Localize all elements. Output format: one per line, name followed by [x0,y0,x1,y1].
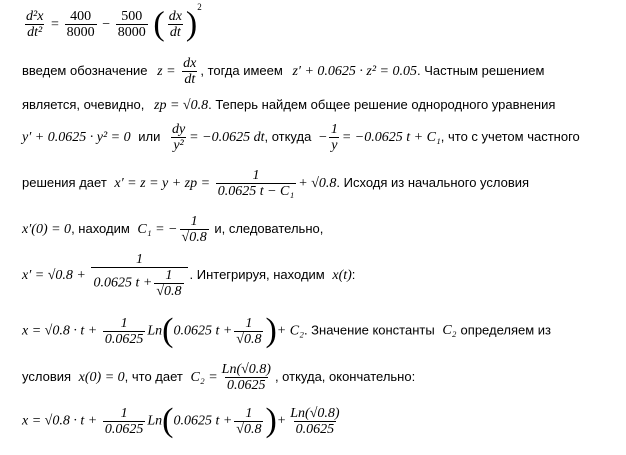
math-c1: C₁ = − [137,221,178,237]
fraction-dx-dt [167,9,184,40]
fraction-numerator: d²x [26,9,44,25]
inner-fraction [154,268,183,299]
equals-sign: = [51,17,59,32]
math-ln: Ln [147,413,163,429]
fraction-denominator: 0.0625 [104,421,144,437]
fraction-numerator: 1 [190,214,198,229]
math-rhs: = −0.0625 dt [189,129,265,145]
fraction-numerator: dy [171,122,186,137]
text-fragment: , находим [71,220,130,236]
fraction-dx-dt [181,56,198,87]
text-fragment: . Интегрируя, находим [189,266,325,282]
fraction-denominator: 8000 [66,25,95,41]
equation-line-10 [22,404,344,438]
fraction-500-8000 [116,9,148,40]
minus-sign: − [318,129,327,145]
plus-sign: + [276,413,287,429]
fraction-denominator: y² [173,138,184,153]
fraction-denominator: dt [169,25,181,41]
text-fragment: . Теперь найдем общее решение однородного уравнения [208,97,556,112]
text-fragment: , откуда [264,128,312,144]
text-fragment: , что с учетом частного [440,128,580,144]
left-paren: ( [162,402,174,439]
fraction-denominator: √0.8 [156,284,182,299]
fraction-numerator: 1 [252,168,260,183]
fraction-ln-0625 [220,362,273,393]
fraction-nested [91,252,187,299]
fraction-1-sqrt [234,406,263,437]
math-term: 0.0625 t + [173,323,233,339]
fraction-1-sqrt [234,316,263,347]
math-plus-sqrt: + √0.8 [298,175,337,191]
math-lhs: x = √0.8 · t + [22,413,98,429]
fraction-denominator: √0.8 [236,331,262,347]
fraction-denominator: 0.0625 [104,331,144,347]
right-paren: ) [185,5,198,43]
text-fragment: условия [22,368,72,384]
fraction-numerator: Ln(√0.8) [221,362,271,377]
fraction-1-0625 [103,406,146,437]
equation-line-8 [22,314,551,348]
equation-line-1 [22,2,202,42]
fraction-1-sqrt [180,214,209,245]
equation-line-4 [22,122,580,153]
fraction-denominator: dt² [27,25,43,41]
right-paren: ) [265,402,277,439]
math-term: 0.0625 t + [173,413,233,429]
text-fragment: или [138,128,161,144]
math-ln: Ln [147,323,163,339]
fraction-numerator: Ln(√0.8) [290,405,340,421]
fraction-denominator: √0.8 [236,421,262,437]
math-zp: zp = √0.8 [154,98,209,113]
fraction-denominator: 0.0625 t − C₁ [217,184,295,199]
equation-line-6 [22,214,323,245]
fraction-numerator: 1 [330,122,338,137]
exponent: 2 [197,2,202,12]
text-fragment: является, очевидно, [22,97,145,112]
math-lhs: x = √0.8 · t + [22,323,98,339]
fraction-numerator: 1 [165,268,173,283]
text-fragment: . Исходя из начального условия [336,174,530,190]
math-condition: x(0) = 0 [78,369,125,385]
fraction-numerator: 1 [245,405,253,421]
fraction-numerator: 1 [120,315,128,331]
left-paren: ( [162,312,174,349]
math-c2: C₂ = [190,369,218,385]
fraction-numerator: dx [168,9,182,25]
fraction-dy-y2 [170,122,187,153]
fraction-denominator: y [331,138,338,153]
text-fragment: введем обозначение [22,62,148,78]
fraction-denominator: √0.8 [181,230,207,245]
right-paren: ) [265,312,277,349]
fraction-denominator: 0.0625 [227,378,266,393]
fraction-denominator: dt [184,72,196,87]
math-equation: y′ + 0.0625 · y² = 0 [22,129,131,145]
math-condition: x′(0) = 0 [22,221,72,237]
text-fragment: и, следовательно, [214,220,324,236]
fraction-numerator: 1 [136,252,143,267]
equation-line-9 [22,362,415,393]
math-equation: z′ + 0.0625 · z² = 0.05 [292,63,418,79]
math-z: z = [157,63,176,79]
math-equation: x′ = z = y + zp = [114,175,211,191]
text-fragment: : [351,266,356,282]
fraction-1-den [216,168,297,199]
fraction-d2x-dt2 [24,9,45,40]
text-fragment: определяем из [460,322,552,338]
minus-sign: − [102,17,111,32]
fraction-ln-0625 [288,406,341,437]
equation-line-5 [22,168,529,199]
math-c2: + C₂ [276,323,304,339]
equation-line-7 [22,252,355,299]
fraction-numerator: dx [183,56,197,71]
text-fragment: , тогда имеем [200,62,283,78]
fraction-1-0625 [103,316,146,347]
text-fragment: решения дает [22,174,107,190]
fraction-denominator: 8000 [117,25,146,41]
fraction-1-y [329,122,340,153]
fraction-numerator: 400 [70,9,92,25]
fraction-denominator: 0.0625 [295,421,335,437]
math-rhs: = −0.0625 t + C₁ [341,129,441,145]
text-fragment: , что дает [124,368,183,384]
left-paren: ( [153,5,165,43]
text-line-2 [22,56,544,87]
fraction-numerator: 500 [121,9,143,25]
text-fragment: . Частным решением [417,62,545,78]
math-xt: x(t) [332,267,352,283]
text-fragment: , откуда, окончательно: [274,368,416,384]
fraction-400-8000 [65,9,97,40]
math-lhs: x′ = √0.8 + [22,267,86,283]
text-line-3 [22,97,555,114]
text-fragment: . Значение константы [303,322,435,338]
fraction-denominator [91,267,187,299]
fraction-numerator: 1 [245,315,253,331]
fraction-numerator: 1 [120,405,128,421]
denominator-term: 0.0625 t + [93,275,153,291]
math-c2: C₂ [442,323,457,339]
